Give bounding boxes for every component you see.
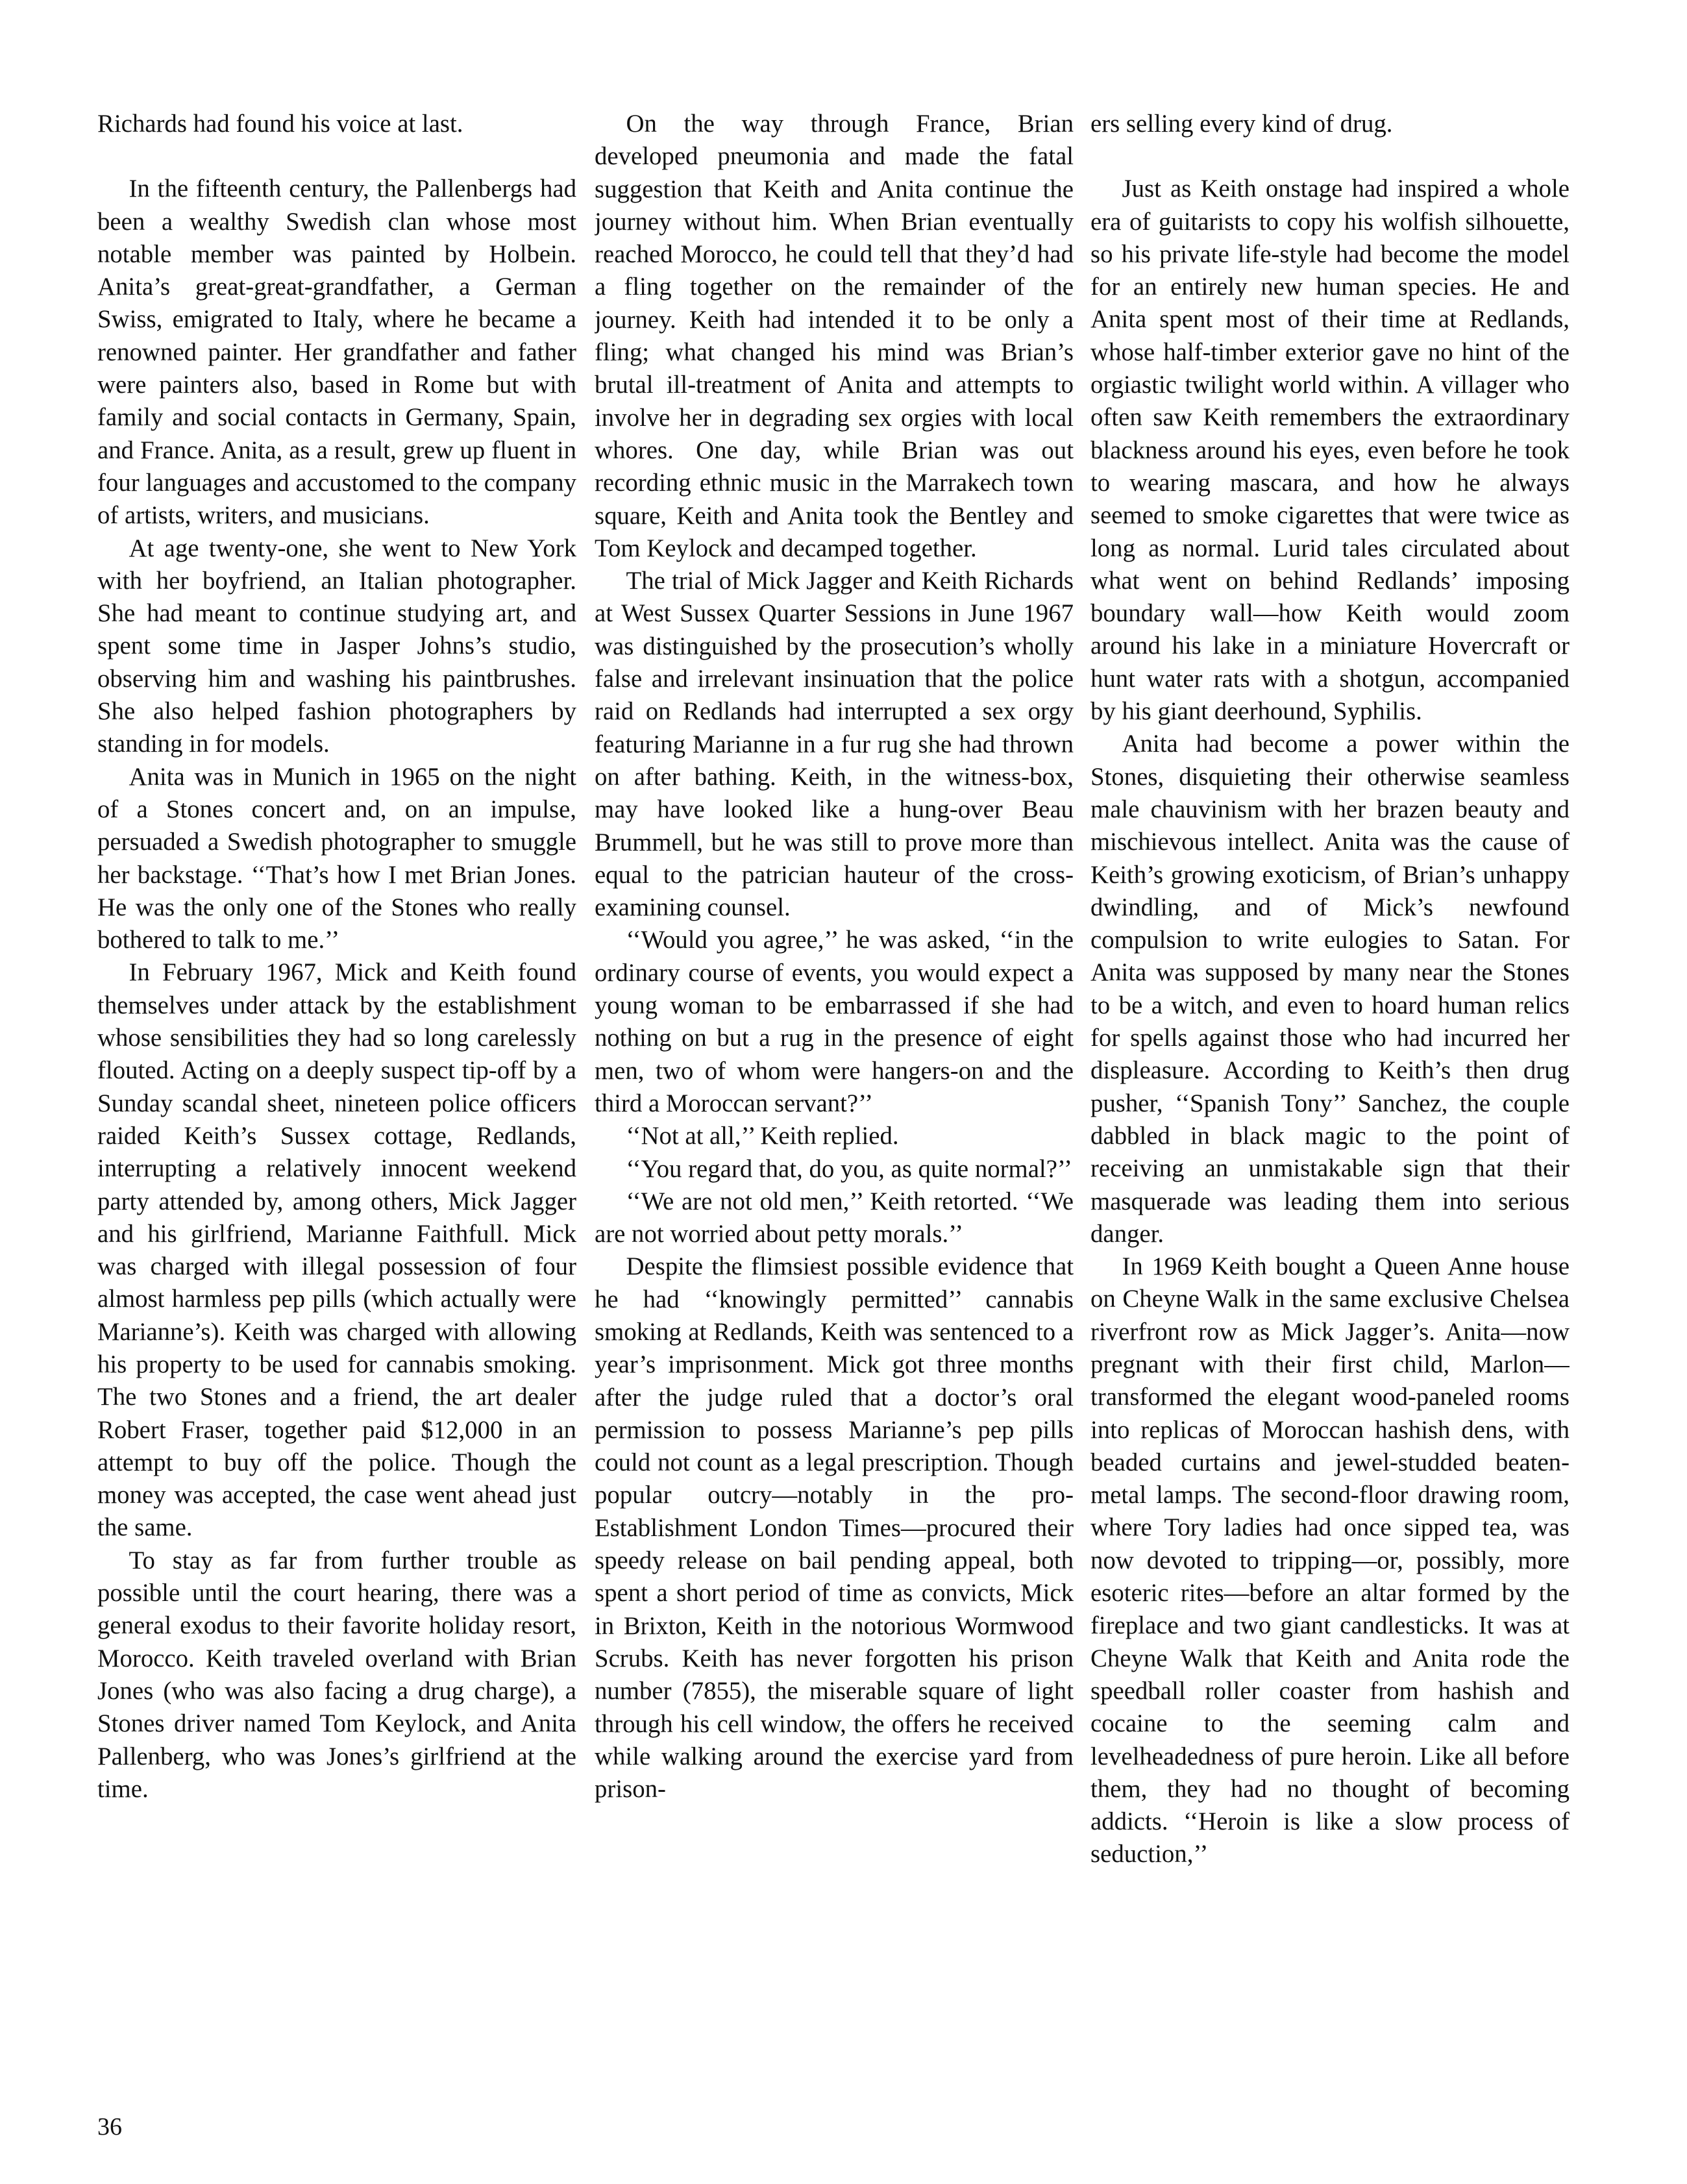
column-2 <box>595 108 1074 2088</box>
paragraph: ‘‘We are not old men,’’ Keith retorted. ‘‘We are not worried about petty morals.’’ <box>595 1187 1074 1248</box>
paragraph: Despite the flimsiest possible evidence that he had ‘‘knowingly permitted’’ cannabis smoking at Redlands, Keith was sentenced to a year’s imprisonment. Mick got three months after the judge ruled that a doctor’s oral permission to possess Marianne’s pep pills could not count as a legal prescription. Though popular outcry—notably in the pro-Establishment London Times—procured their speedy release on bail pending appeal, both spent a short period of time as convicts, Mick in Brixton, Keith in the notorious Wormwood Scrubs. Keith has never forgotten his prison number (7855), the miserable square of light through his cell window, the offers he received while walking around the exercise yard from prison- <box>595 1252 1074 1804</box>
paragraph: In February 1967, Mick and Keith found themselves under attack by the establishment whose sensibilities they had so long carelessly flouted. Acting on a deeply suspect tip-off by a Sunday scandal sheet, nineteen police officers raided Keith’s Sussex cottage, Redlands, interrupting a relatively innocent weekend party attended by, among others, Mick Jagger and his girlfriend, Marianne Faithfull. Mick was charged with illegal possession of four almost harmless pep pills (which actually were Marianne’s). Keith was charged with allowing his property to be used for cannabis smoking. The two Stones and a friend, the art dealer Robert Fraser, together paid $12,000 in an attempt to buy off the police. Though the money was accepted, the case went ahead just the same. <box>97 958 576 1542</box>
paragraph: ‘‘You regard that, do you, as quite normal?’’ <box>626 1154 1072 1183</box>
paragraph: The trial of Mick Jagger and Keith Richards at West Sussex Quarter Sessions in June 1967 was distinguished by the prosecution’s wholly false and irrelevant insinuation that the police raid on Redlands had interrupted a sex orgy featuring Marianne in a fur rug she had thrown on after bathing. Keith, in the witness-box, may have looked like a hung-over Beau Brummell, but he was still to prove more than equal to the patrician hauteur of the cross-examining counsel. <box>595 567 1074 922</box>
paragraph: ers selling every kind of drug. <box>1090 110 1393 138</box>
paragraph: ‘‘Not at all,’’ Keith replied. <box>626 1122 899 1150</box>
paragraph: Just as Keith onstage had inspired a whole era of guitarists to copy his wolfish silhouette, so his private life-style had become the model for an entirely new human species. He and Anita spent most of their time at Redlands, whose half-timber exterior gave no hint of the orgiastic twilight world within. A villager who often saw Keith remembers the extraordinary blackness around his eyes, even before he took to wearing mascara, and how he always seemed to smoke cigarettes that were twice as long as normal. Lurid tales circulated about what went on behind Redlands’ imposing boundary wall—how Keith would zoom around his lake in a miniature Hovercraft or hunt water rats with a shotgun, accompanied by his giant deerhound, Syphilis. <box>1090 175 1570 726</box>
paragraph: At age twenty-one, she went to New York with her boyfriend, an Italian photographer. She had meant to continue studying art, and spent some time in Jasper Johns’s studio, observing him and washing his paintbrushes. She also helped fashion photographers by standing in for models. <box>97 534 576 758</box>
paragraph: To stay as far from further trouble as possible until the court hearing, there was a general exodus to their favorite holiday resort, Morocco. Keith traveled overland with Brian Jones (who was also facing a drug charge), a Stones driver named Tom Keylock, and Anita Pallenberg, who was Jones’s girlfriend at the time. <box>97 1546 576 1803</box>
paragraph: Anita was in Munich in 1965 on the night of a Stones concert and, on an impulse, persuaded a Swedish photographer to smuggle her backstage. ‘‘That’s how I met Brian Jones. He was the only one of the Stones who really bothered to talk to me.’’ <box>97 762 576 954</box>
column-3 <box>1090 108 1570 2088</box>
paragraph: In 1969 Keith bought a Queen Anne house on Cheyne Walk in the same exclusive Chelsea riverfront row as Mick Jagger’s. Anita—now pregnant with their first child, Marlon—transformed the elegant wood-paneled rooms into replicas of Moroccan hashish dens, with beaded curtains and jewel-studded beaten-metal lamps. The second-floor drawing room, where Tory ladies had once sipped tea, was now devoted to tripping—or, possibly, more esoteric rites—before an altar formed by the fireplace and two giant candlesticks. It was at Cheyne Walk that Keith and Anita rode the speedball roller coaster from hashish and cocaine to the seeming calm and levelheadedness of pure heroin. Like all before them, they had no thought of becoming addicts. ‘‘Heroin is like a slow process of seduction,’’ <box>1090 1252 1570 1868</box>
column-1 <box>97 108 576 2088</box>
paragraph: ‘‘Would you agree,’’ he was asked, ‘‘in the ordinary course of events, you would expect a young woman to be embarrassed if she had nothing on but a rug in the presence of eight men, two of whom were hangers-on and the third a Moroccan servant?’’ <box>595 926 1074 1117</box>
page-number: 36 <box>97 2113 122 2141</box>
paragraph: Anita had become a power within the Stones, disquieting their otherwise seamless male chauvinism with her brazen beauty and mischievous intellect. Anita was the cause of Keith’s growing exoticism, of Brian’s unhappy dwindling, and of Mick’s newfound compulsion to write eulogies to Satan. For Anita was supposed by many near the Stones to be a witch, and even to hoard human relics for spells against those who had incurred her displeasure. According to Keith’s then drug pusher, ‘‘Spanish Tony’’ Sanchez, the couple dabbled in black magic to the point of receiving an unmistakable sign that their masquerade was leading them into serious danger. <box>1090 730 1570 1248</box>
paragraph: Richards had found his voice at last. <box>97 110 463 138</box>
paragraph: On the way through France, Brian developed pneumonia and made the fatal suggestion that Keith and Anita continue the journey without him. When Brian eventually reached Morocco, he could tell that they’d had a fling together on the remainder of the journey. Keith had intended it to be only a fling; what changed his mind was Brian’s brutal ill-treatment of Anita and attempts to involve her in degrading sex orgies with local whores. One day, while Brian was out recording ethnic music in the Marrakech town square, Keith and Anita took the Bentley and Tom Keylock and decamped together. <box>595 110 1074 562</box>
paragraph: In the fifteenth century, the Pallenbergs had been a wealthy Swedish clan whose most notable member was painted by Holbein. Anita’s great-great-grandfather, a German Swiss, emigrated to Italy, where he became a renowned painter. Her grandfather and father were painters also, based in Rome but with family and social contacts in Germany, Spain, and France. Anita, as a result, grew up fluent in four languages and accustomed to the company of artists, writers, and musicians. <box>97 175 576 530</box>
